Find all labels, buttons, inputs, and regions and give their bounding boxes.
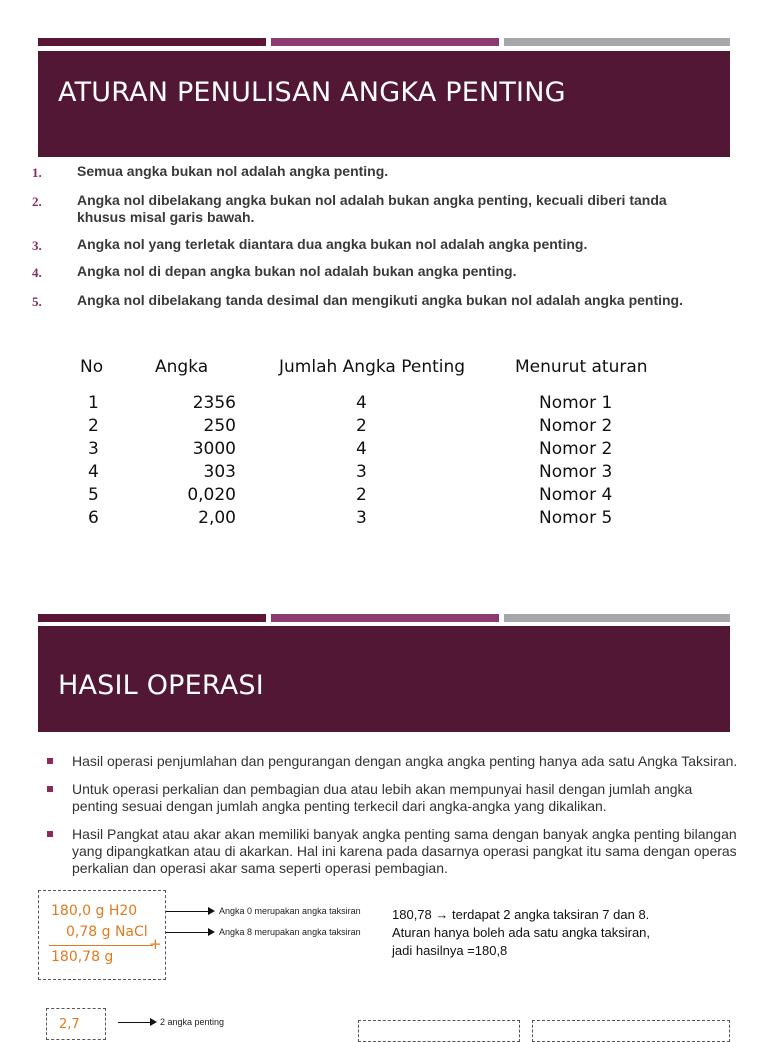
rule-number: 5. <box>32 294 42 309</box>
plus-sign: + <box>149 935 162 953</box>
note-digit-8: Angka 8 merupakan angka taksiran <box>219 927 361 937</box>
note-significant: 2 angka penting <box>160 1017 225 1027</box>
rule-text: Angka nol di depan angka bukan nol adalah bukan angka penting. <box>77 263 517 279</box>
cell-angka: 303 <box>203 462 236 482</box>
multiplication-example-box <box>46 1008 106 1040</box>
cell-angka: 2,00 <box>198 508 236 528</box>
accent-bar-magenta <box>271 614 499 622</box>
bullet-square-icon <box>47 786 53 792</box>
accent-bars-top <box>38 614 730 622</box>
explanation <box>392 906 650 960</box>
cell-jumlah: 4 <box>356 439 367 459</box>
bullet-text: Hasil Pangkat atau akar akan memiliki banyak angka penting sama dengan banyak angka penting bilangan yang dipangkatkan atau di akarkan. Hal ini karena pada dasarnya operasi pangkat itu sama dengan operas perkalian dan operasi akar sama seperti operasi pembagian. <box>72 826 737 876</box>
accent-bar-gray <box>504 38 730 46</box>
rule-number: 3. <box>32 238 42 253</box>
addend-1: 180,0 g H20 <box>51 903 138 919</box>
partial-box <box>358 1020 520 1042</box>
sum-line <box>49 945 153 946</box>
partial-box <box>532 1020 730 1042</box>
cell-no: 3 <box>88 439 99 459</box>
explanation-line-1: 180,78 → terdapat 2 angka taksiran 7 dan 8. <box>392 907 650 922</box>
cell-no: 5 <box>88 485 99 505</box>
header-angka: Angka <box>155 357 209 377</box>
cell-no: 2 <box>88 416 99 436</box>
bullet-square-icon <box>47 758 53 764</box>
sum-result: 180,78 g <box>51 949 114 965</box>
slide-title: HASIL OPERASI <box>58 670 264 701</box>
rule-text: Semua angka bukan nol adalah angka penting. <box>77 163 389 179</box>
title-banner <box>38 51 730 157</box>
rule-text: Angka nol yang terletak diantara dua angka bukan nol adalah angka penting. <box>77 236 588 252</box>
arrow-right-icon <box>150 1018 157 1026</box>
cell-jumlah: 2 <box>356 485 367 505</box>
cell-jumlah: 3 <box>356 462 367 482</box>
header-no: No <box>80 357 104 377</box>
header-jumlah: Jumlah Angka Penting <box>279 357 466 377</box>
title-banner <box>38 626 730 732</box>
cell-angka: 3000 <box>192 439 236 459</box>
accent-bar-dark <box>38 614 266 622</box>
explanation-line-3: jadi hasilnya =180,8 <box>392 943 508 958</box>
cell-no: 6 <box>88 508 99 528</box>
cell-aturan: Nomor 5 <box>539 508 613 528</box>
arrow-line <box>166 932 210 933</box>
cell-aturan: Nomor 2 <box>539 416 613 436</box>
addend-2: 0,78 g NaCl <box>66 924 148 940</box>
cell-aturan: Nomor 2 <box>539 439 613 459</box>
cell-aturan: Nomor 1 <box>539 393 613 413</box>
factor-value: 2,7 <box>59 1017 80 1032</box>
accent-bars-top <box>38 38 730 46</box>
addition-example-box <box>38 890 166 980</box>
cell-angka: 2356 <box>192 393 236 413</box>
bullet-text: Hasil operasi penjumlahan dan pengurangan dengan angka angka penting hanya ada satu Angka Taksiran. <box>72 753 738 769</box>
cell-aturan: Nomor 3 <box>539 462 613 482</box>
accent-bar-gray <box>504 614 730 622</box>
arrow-line <box>118 1022 152 1023</box>
bullet-text: Untuk operasi perkalian dan pembagian dua atau lebih akan mempunyai hasil dengan jumlah angka penting sesuai dengan jumlah angka penting terkecil dari angka-angka yang dikalikan. <box>72 781 693 814</box>
arrow-right-icon <box>208 928 215 936</box>
cell-no: 4 <box>88 462 99 482</box>
cell-aturan: Nomor 4 <box>539 485 613 505</box>
header-aturan: Menurut aturan <box>515 357 648 377</box>
rule-number: 2. <box>32 194 42 209</box>
rule-text: Angka nol dibelakang tanda desimal dan mengikuti angka bukan nol adalah angka penting. <box>77 292 683 308</box>
rule-text: Angka nol dibelakang angka bukan nol adalah bukan angka penting, kecuali diberi tanda khusus misal garis bawah. <box>77 192 667 225</box>
accent-bar-dark <box>38 38 266 46</box>
cell-angka: 250 <box>203 416 236 436</box>
arrow-line <box>166 911 210 912</box>
cell-jumlah: 2 <box>356 416 367 436</box>
note-digit-0: Angka 0 merupakan angka taksiran <box>219 906 361 916</box>
rule-number: 1. <box>32 165 42 180</box>
cell-no: 1 <box>88 393 99 413</box>
arrow-right-icon <box>208 907 215 915</box>
slide-title: ATURAN PENULISAN ANGKA PENTING <box>58 77 566 108</box>
bullet-square-icon <box>47 831 53 837</box>
cell-jumlah: 4 <box>356 393 367 413</box>
explanation-line-2: Aturan hanya boleh ada satu angka taksiran, <box>392 925 651 940</box>
cell-angka: 0,020 <box>187 485 236 505</box>
accent-bar-magenta <box>271 38 499 46</box>
rule-number: 4. <box>32 265 42 280</box>
cell-jumlah: 3 <box>356 508 367 528</box>
